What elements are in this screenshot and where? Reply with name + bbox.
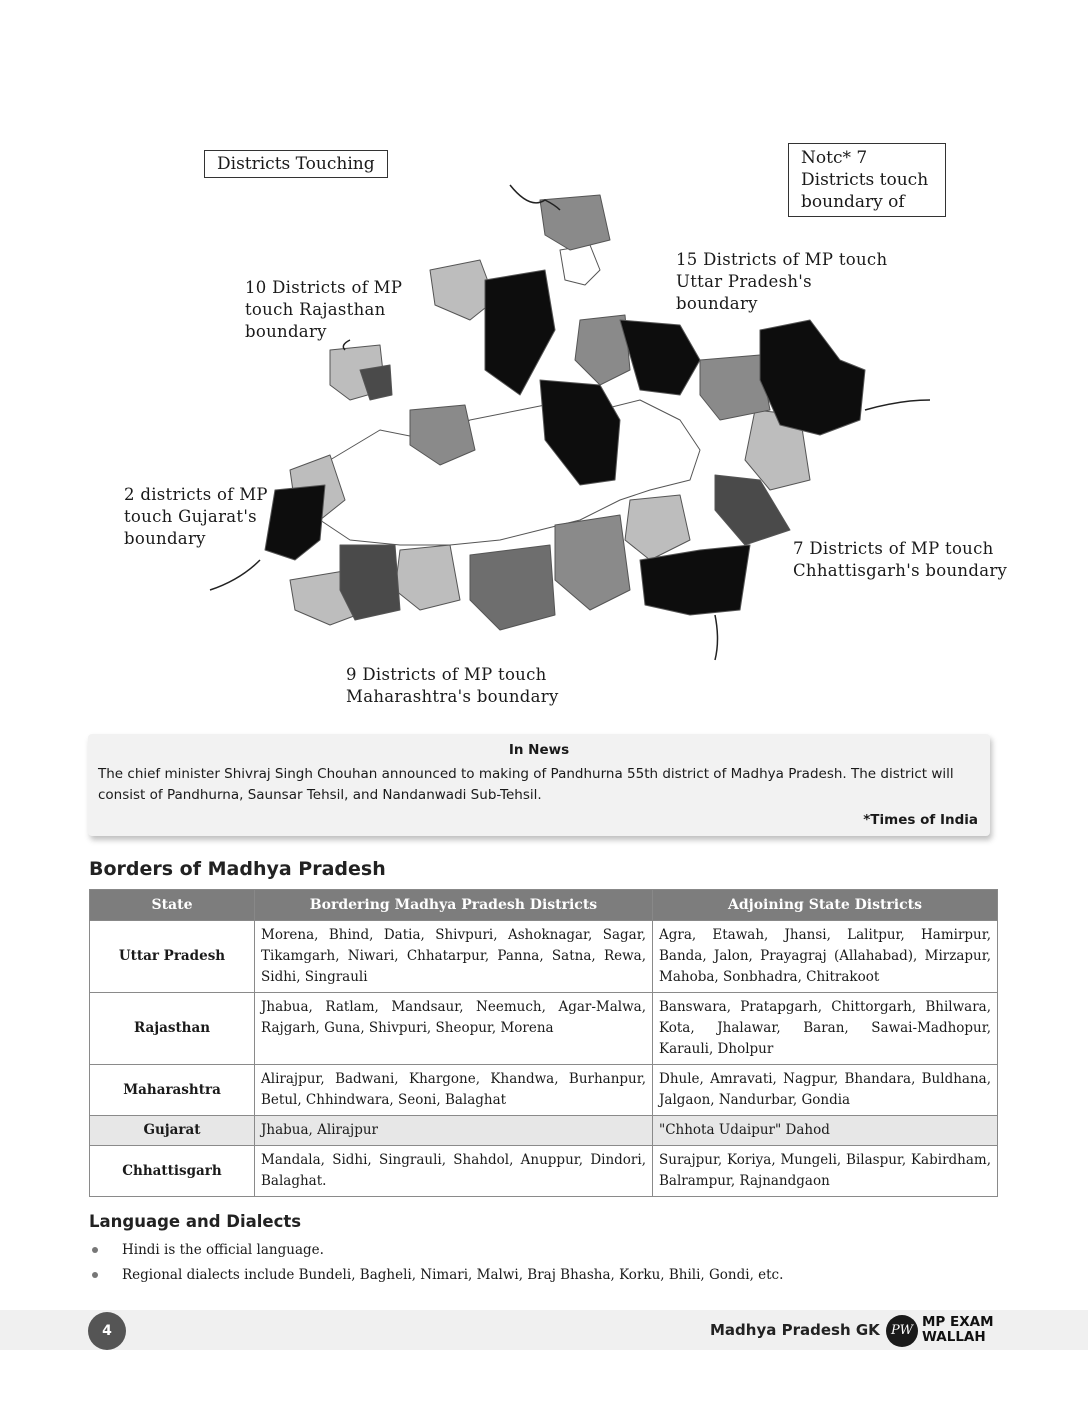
mp-districts-cell: Jhabua, Ratlam, Mandsaur, Neemuch, Agar-Malwa, Rajgarh, Guna, Shivpuri, Sheopur, Morena xyxy=(255,993,653,1065)
table-row xyxy=(90,1065,998,1116)
header-mp-districts: Bordering Madhya Pradesh Districts xyxy=(255,890,653,921)
district-black-3 xyxy=(620,320,700,395)
district-light-4 xyxy=(395,545,460,610)
table-row xyxy=(90,1146,998,1197)
mp-districts-cell: Morena, Bhind, Datia, Shivpuri, Ashoknagar, Sagar, Tikamgarh, Niwari, Chhatarpur, Panna, Satna, Rewa, Sidhi, Singrauli xyxy=(255,921,653,993)
news-title: In News xyxy=(508,742,570,758)
state-cell: Gujarat xyxy=(90,1116,255,1146)
logo-text xyxy=(922,1315,994,1345)
news-body: The chief minister Shivraj Singh Chouhan announced to making of Pandhurna 55th district of Madhya Pradesh. The district will consist of Pandhurna, Saunsar Tehsil, and Nandanwadi Sub-Tehsil. xyxy=(98,766,954,803)
district-black-1 xyxy=(485,270,555,395)
bullet-icon xyxy=(92,1247,98,1253)
gujarat-border-line xyxy=(210,560,260,590)
list-item xyxy=(92,1240,783,1265)
list-item-text: Hindi is the official language. xyxy=(122,1242,324,1258)
state-cell: Rajasthan xyxy=(90,993,255,1065)
table-row xyxy=(90,921,998,993)
adjoining-districts-cell: Banswara, Pratapgarh, Chittorgarh, Bhilwara, Kota, Jhalawar, Baran, Sawai-Madhopur, Karauli, Dholpur xyxy=(653,993,998,1065)
logo-line-2: WALLAH xyxy=(922,1329,986,1345)
mp-districts-cell: Alirajpur, Badwani, Khargone, Khandwa, Burhanpur, Betul, Chhindwara, Seoni, Balaghat xyxy=(255,1065,653,1116)
district-mid-6 xyxy=(470,545,555,630)
header-adjoining-districts: Adjoining State Districts xyxy=(653,890,998,921)
logo-line-1: MP EXAM xyxy=(922,1314,994,1330)
table-row xyxy=(90,1116,998,1146)
district-light-7 xyxy=(625,495,690,560)
pw-logo xyxy=(886,1313,1006,1349)
language-title: Language and Dialects xyxy=(89,1212,302,1231)
page-number: 4 xyxy=(88,1312,126,1350)
chhattisgarh-label: 7 Districts of MP touch Chhattisgarh's boundary xyxy=(793,539,1008,580)
districts-touching-box: Districts Touching xyxy=(204,150,388,178)
district-mid-4 xyxy=(555,515,630,610)
pw-logo-icon: PW xyxy=(886,1315,918,1347)
borders-table xyxy=(89,889,998,1197)
note-box: Notc* 7 Districts touch boundary of xyxy=(788,143,946,217)
adjoining-districts-cell: Surajpur, Koriya, Mungeli, Bilaspur, Kabirdham, Balrampur, Rajnandgaon xyxy=(653,1146,998,1197)
news-source: *Times of India xyxy=(863,812,978,828)
adjoining-districts-cell: Dhule, Amravati, Nagpur, Bhandara, Buldhana, Jalgaon, Nandurbar, Gondia xyxy=(653,1065,998,1116)
north-white-district xyxy=(560,245,600,285)
header-state: State xyxy=(90,890,255,921)
maharashtra-border-line xyxy=(715,615,718,660)
district-dark-1 xyxy=(340,545,400,620)
list-item-text: Regional dialects include Bundeli, Bagheli, Nimari, Malwi, Braj Bhasha, Korku, Bhili, Gondi, etc. xyxy=(122,1267,784,1283)
maharashtra-label: 9 Districts of MP touch Maharashtra's boundary xyxy=(346,665,559,706)
language-list xyxy=(92,1240,783,1290)
book-title: Madhya Pradesh GK xyxy=(710,1321,880,1339)
adjoining-districts-cell: Agra, Etawah, Jhansi, Lalitpur, Hamirpur, Banda, Jalon, Prayagraj (Allahabad), Mirzapur, Mahoba, Sonbhadra, Chitrakoot xyxy=(653,921,998,993)
table-row xyxy=(90,993,998,1065)
state-cell: Uttar Pradesh xyxy=(90,921,255,993)
in-news-box xyxy=(88,734,990,836)
state-cell: Maharashtra xyxy=(90,1065,255,1116)
borders-title: Borders of Madhya Pradesh xyxy=(89,858,386,880)
gujarat-label: 2 districts of MP touch Gujarat's boundary xyxy=(124,485,268,548)
adjoining-districts-cell: "Chhota Udaipur" Dahod xyxy=(653,1116,998,1146)
state-cell: Chhattisgarh xyxy=(90,1146,255,1197)
rajasthan-label: 10 Districts of MP touch Rajasthan boundary xyxy=(245,278,403,341)
mp-districts-cell: Jhabua, Alirajpur xyxy=(255,1116,653,1146)
mp-districts-cell: Mandala, Sidhi, Singrauli, Shahdol, Anuppur, Dindori, Balaghat. xyxy=(255,1146,653,1197)
uttar-pradesh-label: 15 Districts of MP touch Uttar Pradesh's boundary xyxy=(676,250,888,313)
list-item xyxy=(92,1265,783,1290)
bullet-icon xyxy=(92,1272,98,1278)
chhattisgarh-border-line xyxy=(865,400,930,410)
table-header-row xyxy=(90,890,998,921)
